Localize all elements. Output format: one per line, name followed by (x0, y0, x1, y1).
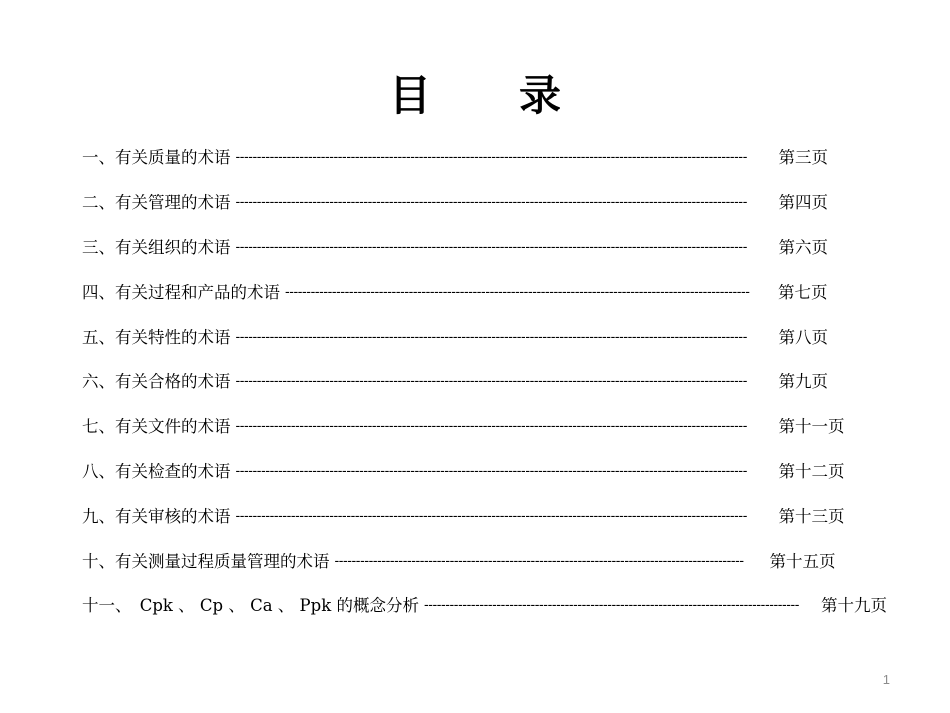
toc-leader: ------------------------------------------------------------------------------------------------------------------------ (235, 327, 747, 344)
toc-entry-label: 三、有关组织的术语 (82, 237, 231, 257)
toc-entry-label: 十一、 Cpk 、 Cp 、 Ca 、 Ppk 的概念分析 (82, 596, 419, 616)
table-of-contents (82, 134, 887, 627)
toc-entry-page: 第三页 (778, 148, 828, 168)
toc-leader: ------------------------------------------------------------------------------------------------------------------------ (235, 461, 747, 478)
toc-entry-page: 第八页 (778, 327, 828, 347)
toc-entry-page: 第七页 (778, 282, 828, 302)
toc-entry-label: 七、有关文件的术语 (82, 417, 231, 437)
toc-entry-label: 五、有关特性的术语 (82, 327, 231, 347)
title-char-2: 录 (519, 71, 562, 120)
toc-leader: ------------------------------------------------------------------------------------------------------------------------ (235, 193, 747, 210)
toc-entry-page: 第九页 (778, 372, 828, 392)
toc-entry-page: 第十五页 (769, 551, 836, 571)
toc-leader: ------------------------------------------------------------------------------------------------------------------------ (235, 417, 747, 434)
toc-leader: ------------------------------------------------------------------------------------------------ (334, 551, 744, 568)
toc-entry-label: 一、有关质量的术语 (82, 148, 231, 168)
toc-leader: ---------------------------------------------------------------------------------------- (423, 596, 800, 613)
toc-leader: ------------------------------------------------------------------------------------------------------------------------ (235, 372, 747, 389)
toc-entry-page: 第十三页 (778, 506, 845, 526)
toc-entry-label: 八、有关检查的术语 (82, 461, 231, 481)
toc-entry-5[interactable] (82, 313, 887, 358)
toc-entry-8[interactable] (82, 448, 887, 493)
toc-entry-label: 六、有关合格的术语 (82, 372, 231, 392)
toc-entry-1[interactable] (82, 134, 887, 179)
toc-entry-10[interactable] (82, 537, 887, 582)
toc-leader: ------------------------------------------------------------------------------------------------------------------------ (235, 148, 747, 165)
toc-entry-label: 四、有关过程和产品的术语 (82, 282, 280, 302)
toc-entry-6[interactable] (82, 358, 887, 403)
toc-entry-4[interactable] (82, 268, 887, 313)
toc-leader: ------------------------------------------------------------------------------------------------------------- (285, 282, 750, 299)
page-title (0, 70, 950, 122)
toc-entry-7[interactable] (82, 403, 887, 448)
toc-entry-page: 第六页 (778, 237, 828, 257)
title-char-1: 目 (388, 71, 431, 120)
toc-leader: ------------------------------------------------------------------------------------------------------------------------ (235, 237, 747, 254)
slide-number: 1 (882, 672, 890, 687)
toc-entry-9[interactable] (82, 492, 887, 537)
toc-entry-3[interactable] (82, 224, 887, 269)
toc-entry-page: 第十二页 (778, 461, 845, 481)
toc-entry-page: 第十九页 (820, 596, 887, 616)
toc-leader: ------------------------------------------------------------------------------------------------------------------------ (235, 506, 747, 523)
toc-entry-page: 第十一页 (778, 417, 845, 437)
toc-entry-2[interactable] (82, 179, 887, 224)
toc-entry-label: 十、有关测量过程质量管理的术语 (82, 551, 330, 571)
toc-entry-11[interactable] (82, 582, 887, 627)
toc-entry-page: 第四页 (778, 193, 828, 213)
toc-entry-label: 二、有关管理的术语 (82, 193, 231, 213)
toc-entry-label: 九、有关审核的术语 (82, 506, 231, 526)
